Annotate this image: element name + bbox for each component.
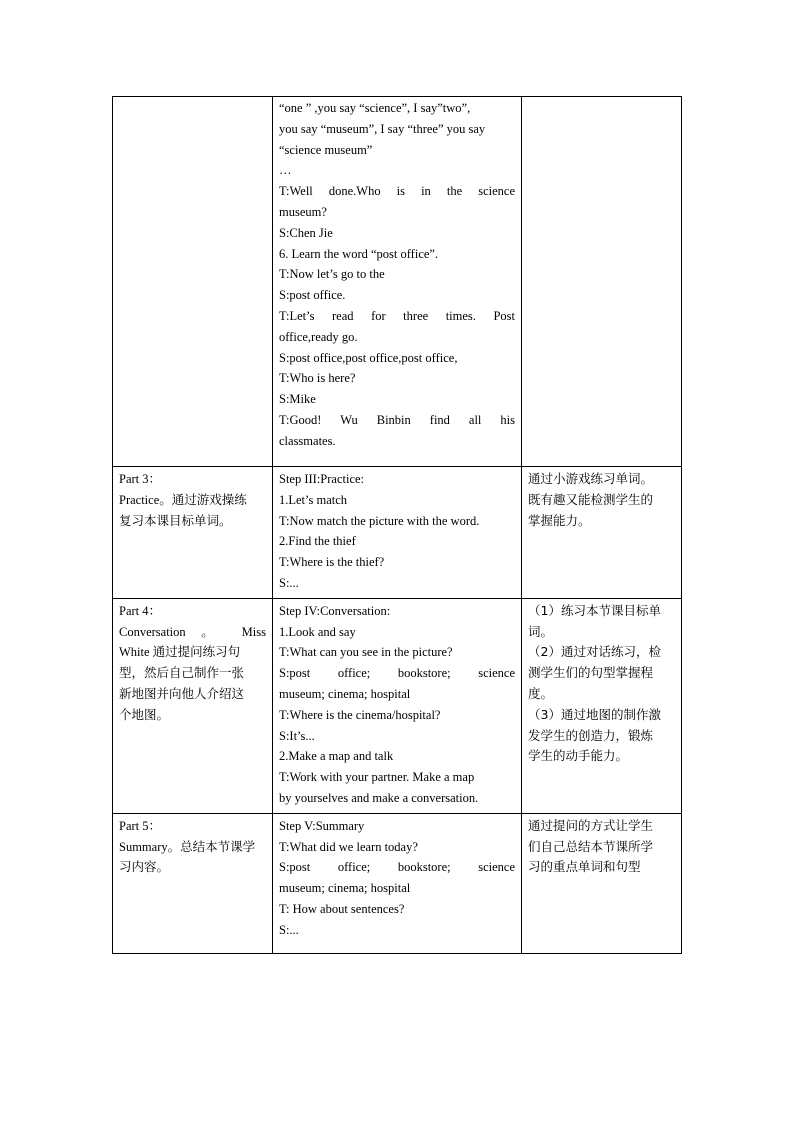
purpose-cell <box>522 97 682 467</box>
purpose-line: （3）通过地图的制作激 <box>528 706 661 722</box>
procedure-line: T:What did we learn today? <box>279 839 418 854</box>
purpose-line: （2）通过对话练习，检 <box>528 644 661 660</box>
purpose-line: 既有趣又能检测学生的 <box>528 491 654 507</box>
procedure-cell <box>273 813 522 953</box>
purpose-line: 习的重点单词和句型 <box>528 859 641 875</box>
part-line: Part 3： <box>119 472 162 486</box>
procedure-line: 2.Make a map and talk <box>279 749 394 764</box>
table-row <box>113 97 682 467</box>
procedure-line: 1.Let’s match <box>279 492 348 507</box>
procedure-cell <box>273 467 522 599</box>
procedure-line: T:Let’s read for three times. Post <box>279 308 515 323</box>
procedure-line: S:post office,post office,post office, <box>279 350 458 365</box>
table-row <box>113 813 682 953</box>
procedure-cell <box>273 598 522 813</box>
purpose-line: 们自己总结本节课所学 <box>528 838 654 854</box>
procedure-line: T:Work with your partner. Make a map <box>279 770 475 785</box>
lesson-plan-table <box>112 96 682 954</box>
procedure-line: T:What can you see in the picture? <box>279 645 453 660</box>
procedure-line: T:Now let’s go to the <box>279 267 385 282</box>
part-line: Part 5： <box>119 818 162 833</box>
purpose-line: 学生的动手能力。 <box>528 748 629 764</box>
procedure-line: S:Chen Jie <box>279 225 333 240</box>
part-line: Practice。通过游戏操练 <box>119 492 247 507</box>
procedure-line: Step IV:Conversation: <box>279 603 391 618</box>
procedure-line: S:post office; bookstore; science <box>279 860 515 875</box>
part-line: Conversation 。 Miss <box>119 624 266 639</box>
procedure-line: office,ready go. <box>279 329 358 344</box>
purpose-cell <box>522 467 682 599</box>
purpose-line: 测学生们的句型掌握程 <box>528 665 654 681</box>
procedure-line: Step V:Summary <box>279 818 365 833</box>
purpose-line: 通过小游戏练习单词。 <box>528 471 654 486</box>
part-line: 新地图并向他人介绍这 <box>119 686 245 701</box>
table-row <box>113 598 682 813</box>
procedure-line: S:Mike <box>279 392 316 407</box>
procedure-cell <box>273 97 522 467</box>
procedure-line: you say “museum”, I say “three” you say <box>279 121 486 136</box>
procedure-line: “one ” ,you say “science”, I say”two”, <box>279 101 471 115</box>
purpose-line: （1）练习本节课目标单 <box>528 602 661 618</box>
purpose-line: 通过提问的方式让学生 <box>528 817 654 833</box>
procedure-line: S:post office; bookstore; science <box>279 666 515 681</box>
procedure-line: “science museum” <box>279 142 373 157</box>
procedure-line: T: How about sentences? <box>279 901 405 916</box>
part-line: 习内容。 <box>119 860 170 875</box>
part-cell <box>113 598 273 813</box>
procedure-line: 1.Look and say <box>279 624 356 639</box>
procedure-line: S:... <box>279 922 299 937</box>
procedure-line: classmates. <box>279 433 336 448</box>
procedure-line: S:post office. <box>279 288 346 303</box>
part-line: 复习本课目标单词。 <box>119 513 232 528</box>
procedure-line: … <box>279 163 292 178</box>
purpose-cell <box>522 813 682 953</box>
procedure-line: 6. Learn the word “post office”. <box>279 246 439 261</box>
purpose-line: 词。 <box>528 623 554 639</box>
part-cell <box>113 467 273 599</box>
procedure-line: T:Now match the picture with the word. <box>279 513 480 528</box>
procedure-line: by yourselves and make a conversation. <box>279 790 479 805</box>
part-line: Part 4： <box>119 603 162 618</box>
procedure-line: 2.Find the thief <box>279 534 356 549</box>
procedure-line: museum? <box>279 204 327 219</box>
part-line: 型，然后自己制作一张 <box>119 666 245 681</box>
part-line: 个地图。 <box>119 707 170 722</box>
procedure-line: T:Good! Wu Binbin find all his <box>279 412 515 427</box>
purpose-line: 掌握能力。 <box>528 512 591 528</box>
part-cell <box>113 813 273 953</box>
procedure-line: T:Where is the thief? <box>279 555 385 570</box>
procedure-line: T:Well done.Who is in the science <box>279 184 515 199</box>
purpose-line: 度。 <box>528 685 554 701</box>
procedure-line: S:It’s... <box>279 728 315 743</box>
part-line: White 通过提问练习句 <box>119 645 241 660</box>
procedure-line: T:Where is the cinema/hospital? <box>279 707 441 722</box>
procedure-line: museum; cinema; hospital <box>279 881 411 896</box>
purpose-line: 发学生的创造力，锻炼 <box>528 727 654 743</box>
procedure-line: T:Who is here? <box>279 371 356 386</box>
part-line: Summary。总结本节课学 <box>119 839 256 854</box>
procedure-line: museum; cinema; hospital <box>279 686 411 701</box>
part-cell <box>113 97 273 467</box>
procedure-line: Step III:Practice: <box>279 472 365 486</box>
table-row <box>113 467 682 599</box>
procedure-line: S:... <box>279 575 299 590</box>
purpose-cell <box>522 598 682 813</box>
